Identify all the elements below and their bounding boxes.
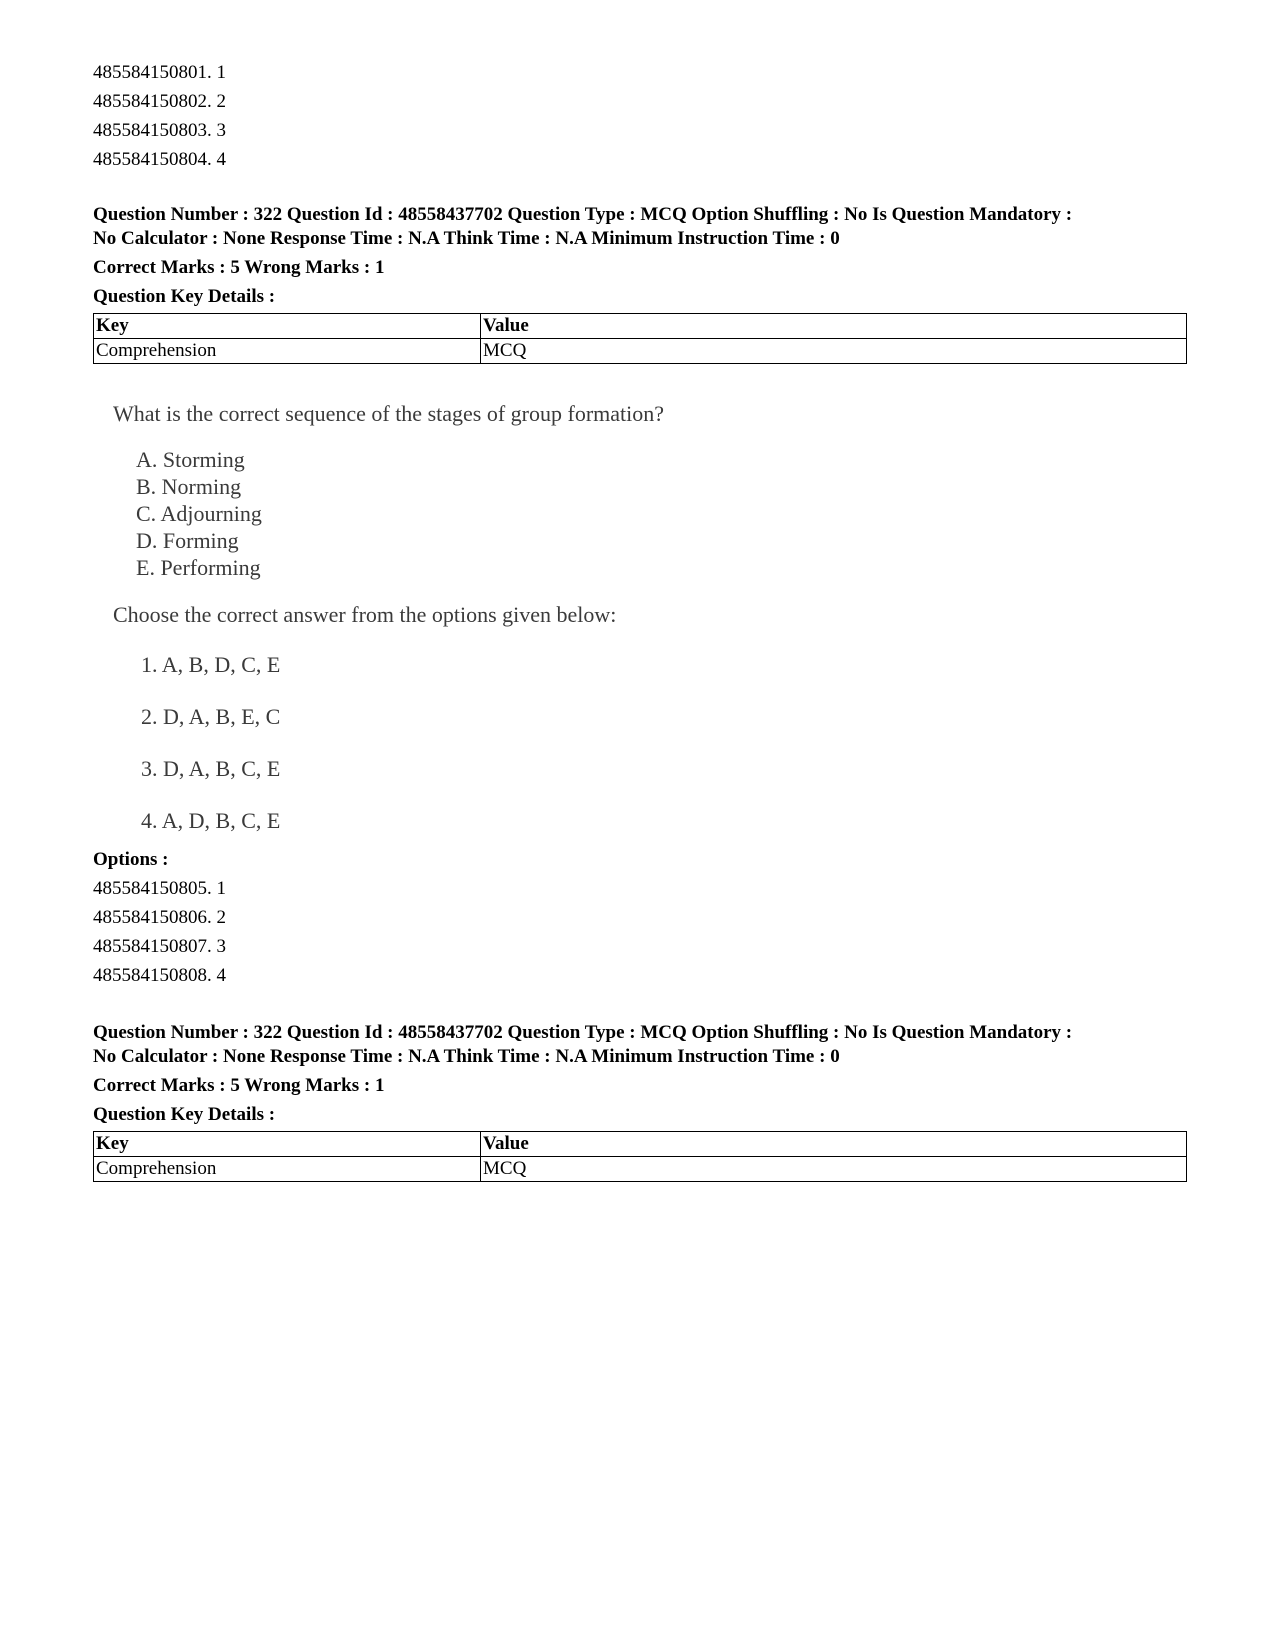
statement-list bbox=[113, 446, 753, 581]
table-header-key: Key bbox=[94, 314, 481, 339]
statement-item: A. Storming bbox=[136, 447, 245, 472]
question-image bbox=[113, 400, 753, 835]
option-item: 485584150808. 4 bbox=[93, 965, 226, 986]
table-row bbox=[94, 339, 1187, 364]
question-block-1 bbox=[93, 203, 1188, 364]
option-item: 485584150806. 2 bbox=[93, 907, 226, 928]
statement-item: E. Performing bbox=[136, 555, 261, 580]
table-header-value: Value bbox=[481, 314, 1187, 339]
option-item: 485584150801. 1 bbox=[93, 62, 226, 83]
table-cell-value: MCQ bbox=[481, 1157, 1187, 1182]
table-cell-key: Comprehension bbox=[94, 1157, 481, 1182]
answer-choice: 4. A, D, B, C, E bbox=[141, 808, 281, 833]
option-item: 485584150804. 4 bbox=[93, 149, 226, 170]
option-item: 485584150805. 1 bbox=[93, 878, 226, 899]
previous-options-list bbox=[93, 58, 226, 174]
table-header-row bbox=[94, 1132, 1187, 1157]
question-header-line-1: Question Number : 322 Question Id : 48558437702 Question Type : MCQ Option Shuffling : No Is Question Mandatory : bbox=[93, 204, 1073, 225]
table-cell-key: Comprehension bbox=[94, 339, 481, 364]
question-header-line-2: No Calculator : None Response Time : N.A Think Time : N.A Minimum Instruction Time : 0 bbox=[93, 1046, 840, 1067]
question-header-line-1: Question Number : 322 Question Id : 48558437702 Question Type : MCQ Option Shuffling : No Is Question Mandatory : bbox=[93, 1022, 1073, 1043]
choose-instruction: Choose the correct answer from the options given below: bbox=[113, 602, 617, 627]
statement-item: D. Forming bbox=[136, 528, 239, 553]
question-key-table bbox=[93, 1131, 1187, 1182]
answer-choice: 1. A, B, D, C, E bbox=[141, 652, 281, 677]
question-key-details-label: Question Key Details : bbox=[93, 286, 276, 307]
question-stem: What is the correct sequence of the stages of group formation? bbox=[113, 401, 665, 426]
table-header-value: Value bbox=[481, 1132, 1187, 1157]
statement-item: B. Norming bbox=[136, 474, 242, 499]
answer-choice: 3. D, A, B, C, E bbox=[141, 756, 281, 781]
question-key-details-label: Question Key Details : bbox=[93, 1104, 276, 1125]
answer-choice: 2. D, A, B, E, C bbox=[141, 704, 281, 729]
question-block-2 bbox=[93, 1021, 1188, 1182]
options-block bbox=[93, 845, 226, 990]
option-item: 485584150803. 3 bbox=[93, 120, 226, 141]
option-item: 485584150807. 3 bbox=[93, 936, 226, 957]
option-item: 485584150802. 2 bbox=[93, 91, 226, 112]
table-header-key: Key bbox=[94, 1132, 481, 1157]
question-header-line-2: No Calculator : None Response Time : N.A Think Time : N.A Minimum Instruction Time : 0 bbox=[93, 228, 840, 249]
statement-item: C. Adjourning bbox=[136, 501, 262, 526]
table-header-row bbox=[94, 314, 1187, 339]
question-marks: Correct Marks : 5 Wrong Marks : 1 bbox=[93, 257, 385, 278]
options-label: Options : bbox=[93, 849, 169, 870]
table-row bbox=[94, 1157, 1187, 1182]
question-marks: Correct Marks : 5 Wrong Marks : 1 bbox=[93, 1075, 385, 1096]
table-cell-value: MCQ bbox=[481, 339, 1187, 364]
question-key-table bbox=[93, 313, 1187, 364]
